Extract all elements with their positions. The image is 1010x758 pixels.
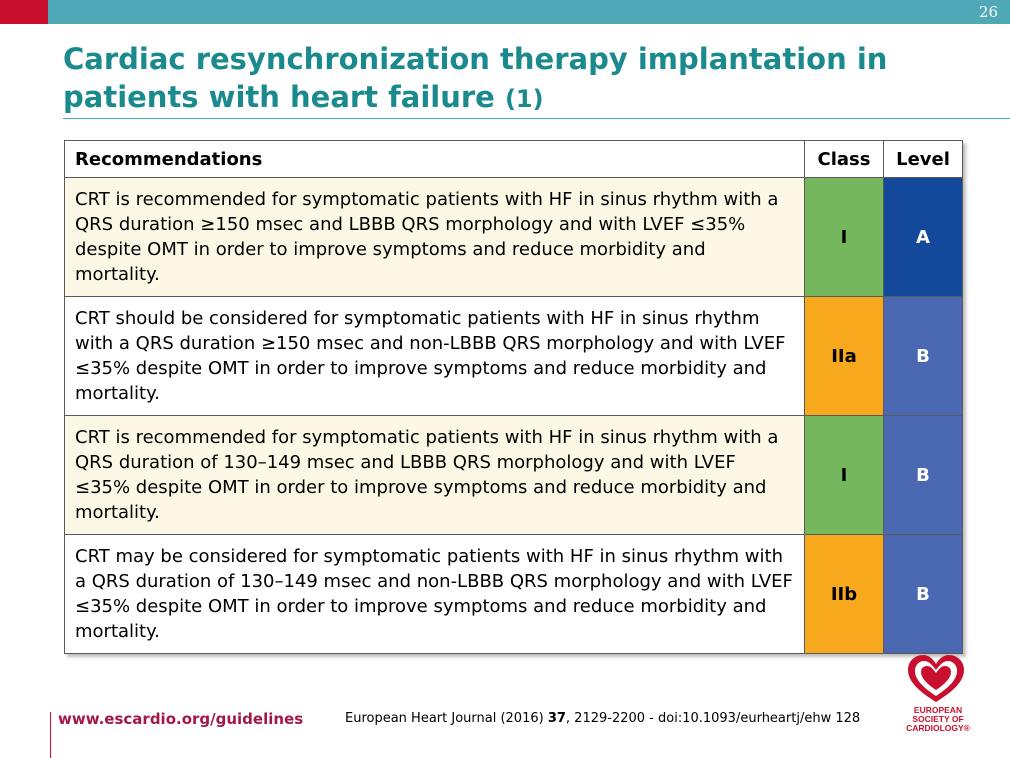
class-cell: IIb <box>805 535 884 654</box>
level-cell: A <box>884 178 963 297</box>
recommendation-text: CRT should be considered for symptomatic patients with HF in sinus rhythm with a QRS duration ≥150 msec and non-LBBB QRS morphology and with LVEF ≤35% despite OMT in order to improve symptoms and reduce morbidity and mortality. <box>65 297 805 416</box>
guidelines-link[interactable]: www.escardio.org/guidelines <box>58 710 304 728</box>
table-header-row <box>65 141 963 178</box>
class-cell: IIa <box>805 297 884 416</box>
class-cell: I <box>805 416 884 535</box>
logo-line: SOCIETY OF <box>912 714 964 724</box>
table-row <box>65 535 963 654</box>
footer-divider <box>50 712 51 758</box>
header-recommendations: Recommendations <box>65 141 805 178</box>
top-bar-accent <box>0 0 48 24</box>
header-level: Level <box>884 141 963 178</box>
page-number: 26 <box>978 3 998 21</box>
table-row <box>65 178 963 297</box>
citation-suffix: , 2129-2200 - doi:10.1093/eurheartj/ehw 128 <box>565 711 861 726</box>
citation-volume: 37 <box>547 711 566 726</box>
recommendation-text: CRT may be considered for symptomatic patients with HF in sinus rhythm with a QRS duration of 130–149 msec and non-LBBB QRS morphology and with LVEF ≤35% despite OMT in order to improve symptoms and reduce morbidity and mortality. <box>65 535 805 654</box>
recommendation-text: CRT is recommended for symptomatic patients with HF in sinus rhythm with a QRS duration of 130–149 msec and LBBB QRS morphology and with LVEF ≤35% despite OMT in order to improve symptoms and reduce morbidity and mortality. <box>65 416 805 535</box>
header-class: Class <box>805 141 884 178</box>
level-cell: B <box>884 416 963 535</box>
class-cell: I <box>805 178 884 297</box>
table-row <box>65 416 963 535</box>
level-cell: B <box>884 297 963 416</box>
slide-title-main: Cardiac resynchronization therapy implantation in patients with heart failure <box>63 42 888 114</box>
logo-line: CARDIOLOGY® <box>906 723 970 733</box>
top-bar <box>0 0 1010 24</box>
recommendation-text: CRT is recommended for symptomatic patients with HF in sinus rhythm with a QRS duration ≥150 msec and LBBB QRS morphology and with LVEF ≤35% despite OMT in order to improve symptoms and reduce morbidity and mortality. <box>65 178 805 297</box>
table-row <box>65 297 963 416</box>
slide-title <box>63 40 963 118</box>
esc-logo-text <box>898 706 978 733</box>
slide-title-suffix: (1) <box>504 85 544 113</box>
level-cell: B <box>884 535 963 654</box>
citation-prefix: European Heart Journal (2016) <box>345 711 548 726</box>
citation <box>345 711 860 726</box>
title-divider <box>63 118 1010 119</box>
recommendations-table <box>64 140 963 654</box>
logo-line: EUROPEAN <box>913 705 963 715</box>
